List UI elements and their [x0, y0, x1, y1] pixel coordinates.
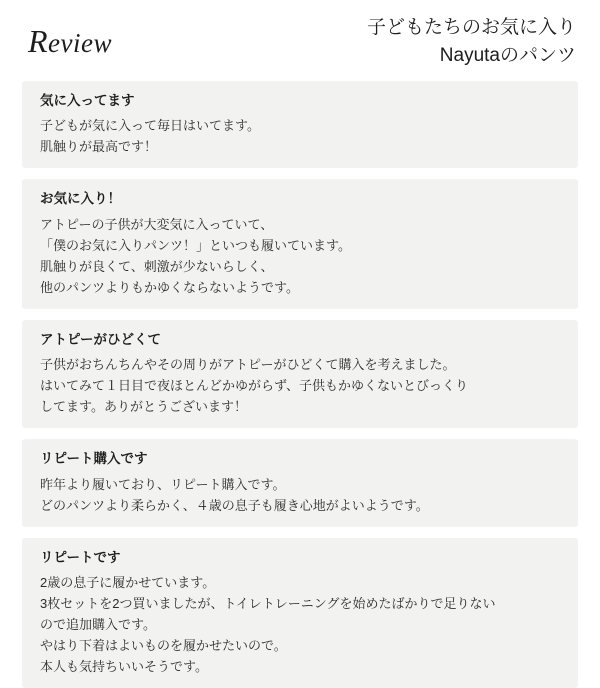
page-header — [0, 0, 600, 79]
review-line: 肌触りが最高です！ — [40, 139, 158, 155]
review-body — [40, 474, 564, 516]
review-body — [40, 214, 564, 298]
review-line: 昨年より履いており、リピート購入です。 — [40, 476, 286, 492]
brand-initial: R — [28, 23, 49, 60]
review-card — [22, 81, 578, 168]
review-body — [40, 572, 564, 677]
review-card — [22, 179, 578, 308]
review-title: お気に入り！ — [40, 191, 121, 207]
review-line: アトピーの子供が大変気に入っていて、 — [40, 216, 274, 232]
brand-logo — [28, 23, 112, 60]
review-body — [40, 115, 564, 157]
review-line: 子供がおちんちんやその周りがアトピーがひどくて購入を考えました。 — [40, 357, 456, 373]
review-title: リピート購入です — [40, 451, 148, 467]
review-line: どのパンツより柔らかく、４歳の息子も履き心地がよいようです。 — [40, 497, 429, 513]
review-line: ので追加購入です。 — [40, 616, 156, 632]
review-title: アトピーがひどくて — [40, 331, 161, 347]
review-list — [0, 79, 600, 688]
review-card — [22, 439, 578, 526]
review-line: 子どもが気に入って毎日はいてます。 — [40, 118, 260, 134]
review-title: 気に入ってます — [40, 93, 135, 109]
review-line: はいてみて１日目で夜ほとんどかゆがらず、子供もかゆくないとびっくり — [40, 378, 468, 394]
review-line: 2歳の息子に履かせています。 — [40, 574, 216, 590]
review-line: 他のパンツよりもかゆくならないようです。 — [40, 279, 299, 295]
review-card — [22, 320, 578, 428]
review-line: やはり下着はよいものを履かせたいので。 — [40, 638, 287, 653]
review-line: 「僕のお気に入りパンツ！」といつも履いています。 — [40, 237, 351, 253]
review-line: 本人も気持ちいいそうです。 — [40, 659, 208, 675]
review-line: 肌触りが良くて、刺激が少ないらしく、 — [40, 258, 274, 274]
page-title-line-2: Nayutaのパンツ — [439, 44, 576, 66]
review-line: 3枚セットを2つ買いましたが、トイレトレーニングを始めたばかりで足りない — [40, 595, 496, 611]
review-line: してます。ありがとうございます！ — [40, 399, 247, 415]
brand-rest: eview — [48, 28, 113, 59]
page-title — [367, 14, 576, 69]
review-card — [22, 538, 578, 688]
review-body — [40, 354, 564, 417]
review-title: リピートです — [40, 549, 121, 565]
page-title-line-1: 子どもたちのお気に入り — [366, 17, 576, 38]
